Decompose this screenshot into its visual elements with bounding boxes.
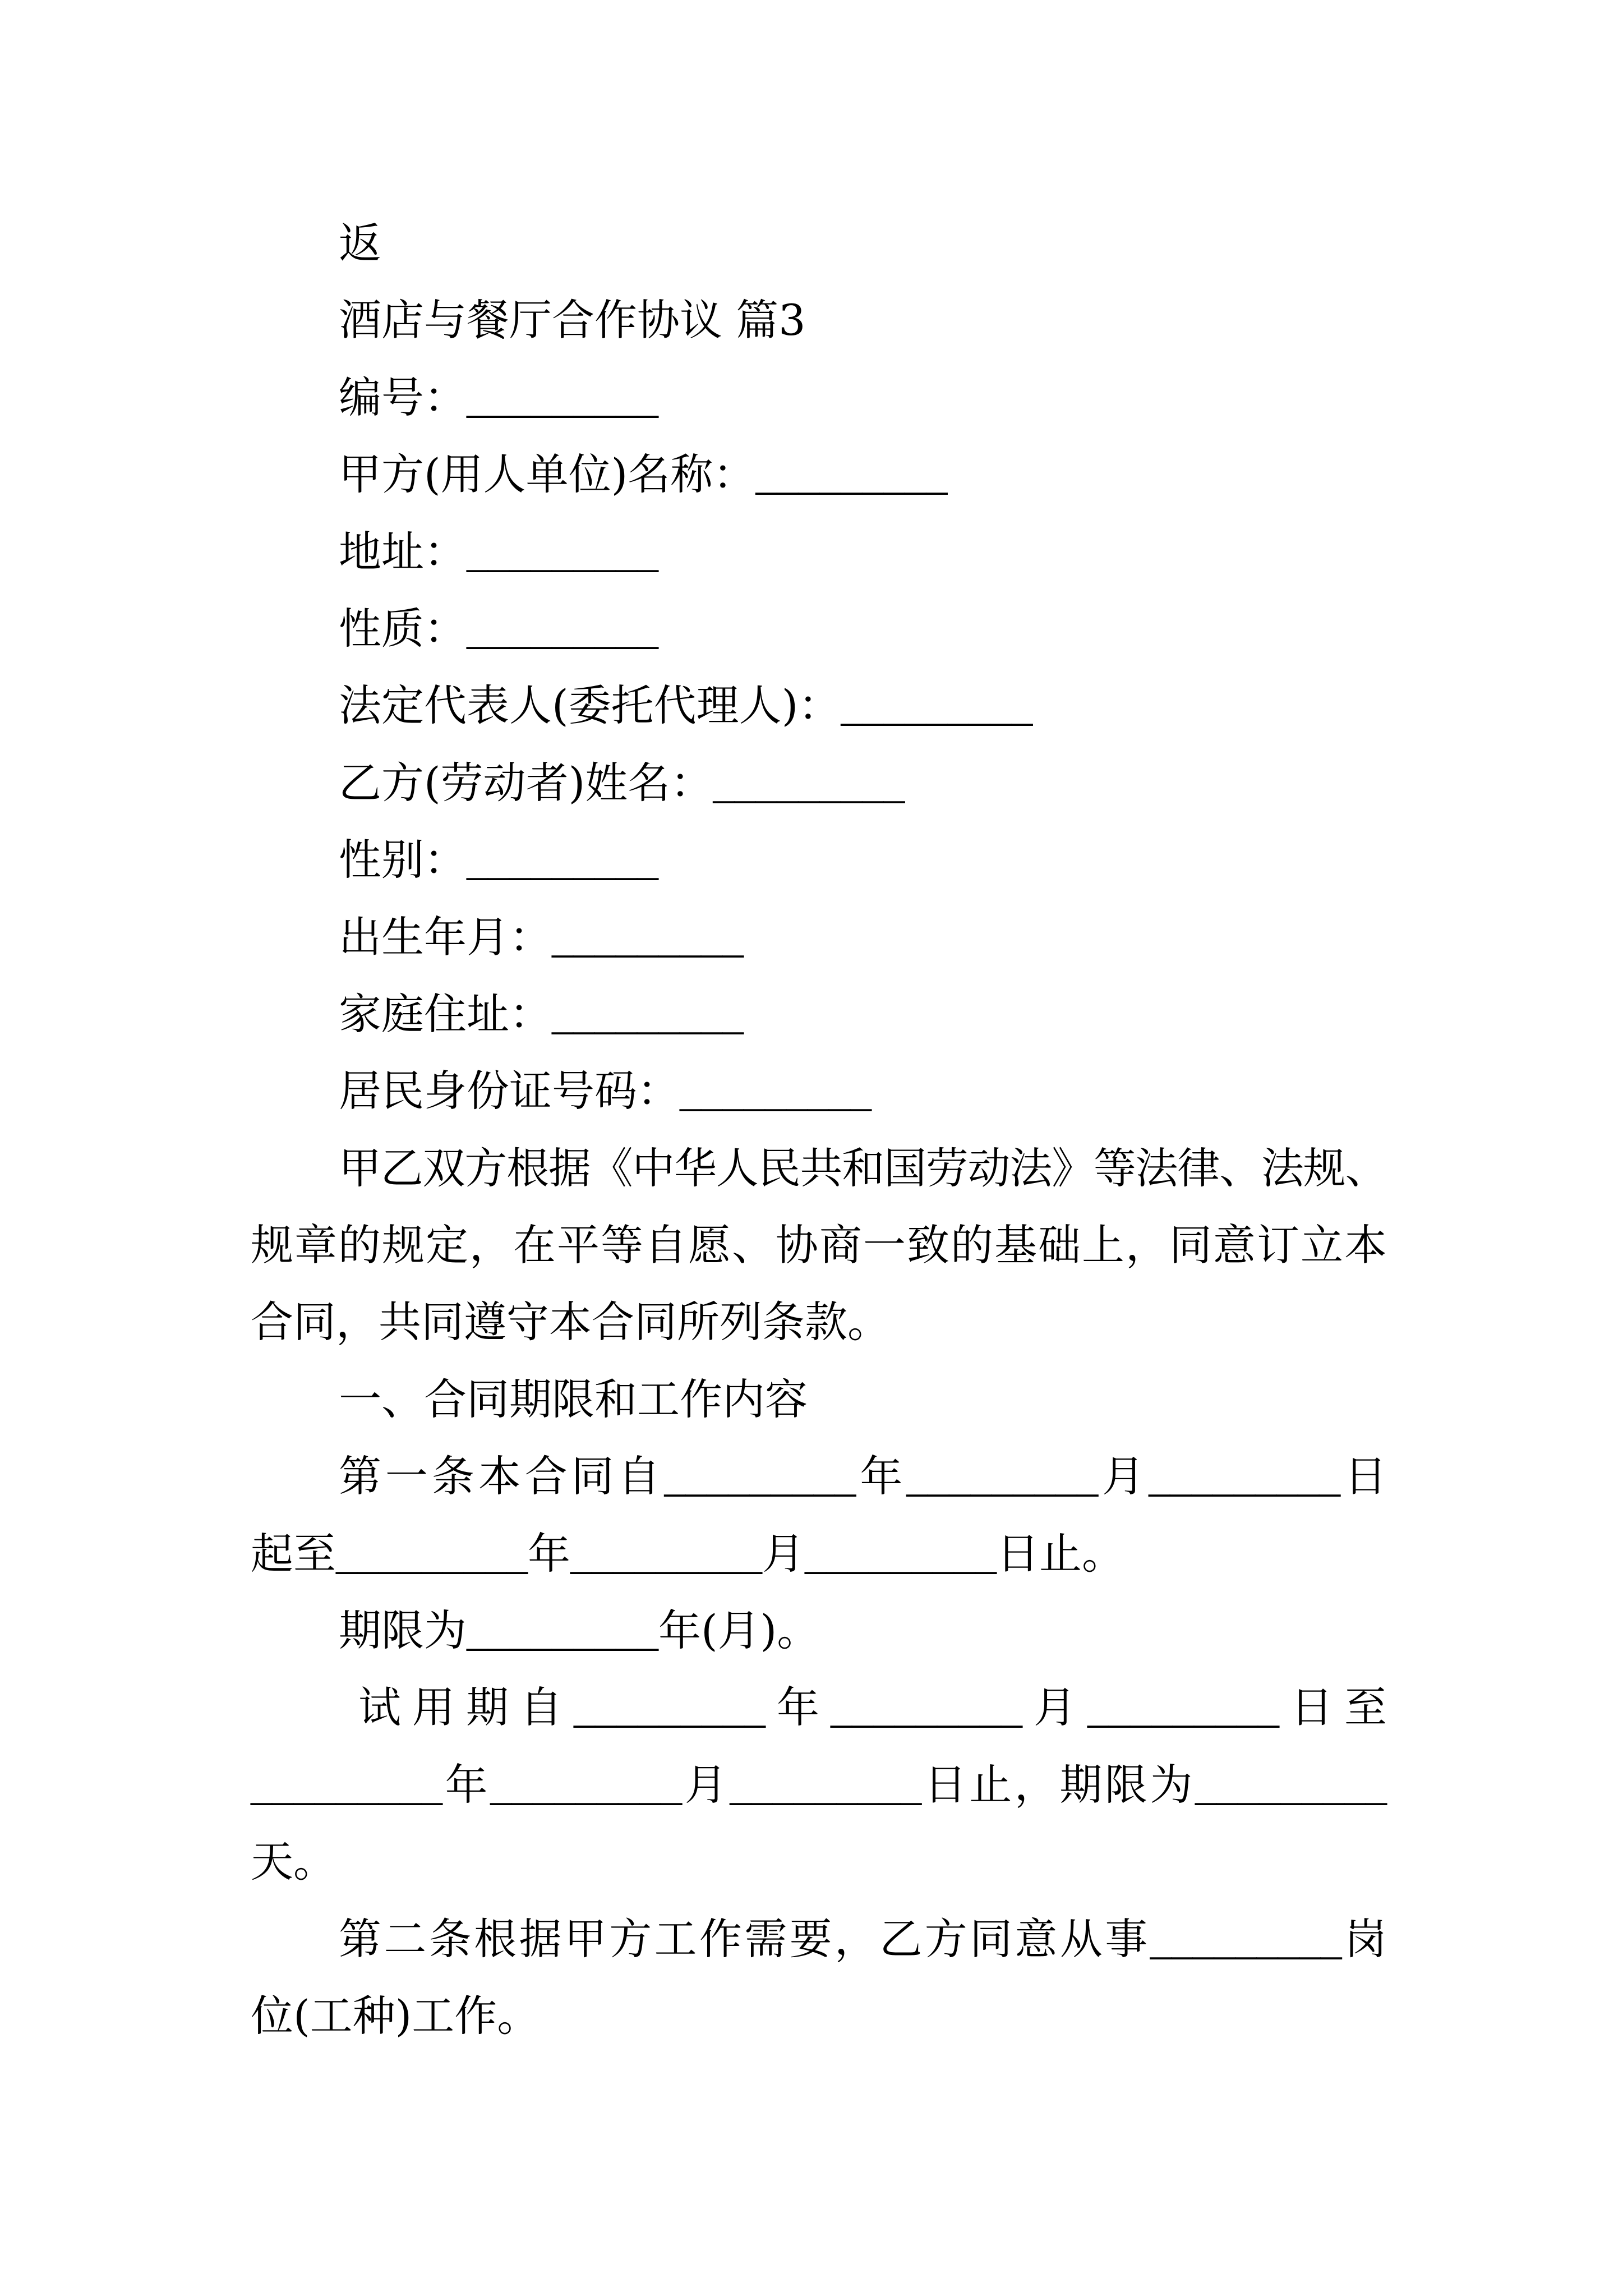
probation-line-2 xyxy=(251,1746,1387,1823)
field-gender xyxy=(251,821,1387,898)
fill-in-blank: _________ xyxy=(680,1068,872,1116)
fill-in-blank: _________ xyxy=(467,528,658,576)
fill-in-blank: _________ xyxy=(467,1608,658,1655)
month-label: 月 xyxy=(762,1528,805,1579)
article-text: 起至 xyxy=(251,1528,336,1579)
fill-in-blank: _________ xyxy=(552,991,744,1038)
fill-in-blank: _________ xyxy=(467,605,658,653)
document-body xyxy=(251,205,1387,2054)
field-label: 甲方(用人单位)名称： xyxy=(339,449,756,500)
field-contract-number xyxy=(251,359,1387,436)
article-text: 第一条本合同自 xyxy=(339,1451,665,1502)
field-label: 性质： xyxy=(339,603,467,654)
previous-page-fragment xyxy=(251,205,1387,282)
field-label: 法定代表人(委托代理人)： xyxy=(339,680,841,731)
section-heading xyxy=(251,1361,1387,1438)
title-text: 酒店与餐厅合作协议 篇3 xyxy=(339,295,806,346)
article-1-line-2 xyxy=(251,1515,1387,1592)
fill-in-blank: _________ xyxy=(574,1685,766,1732)
fill-in-blank: _________ xyxy=(251,1761,442,1809)
article-text: 天。 xyxy=(251,1837,336,1887)
intro-paragraph-line-1 xyxy=(251,1130,1387,1207)
fill-in-blank: _________ xyxy=(730,1761,922,1809)
fill-in-blank: _________ xyxy=(1195,1761,1387,1809)
intro-paragraph-line-3 xyxy=(251,1283,1387,1360)
day-label: 日止。 xyxy=(997,1528,1124,1579)
article-2-line-2 xyxy=(251,1977,1387,2054)
month-label: 月 xyxy=(1098,1451,1149,1502)
fill-in-blank: _________ xyxy=(664,1453,856,1501)
field-label: 性别： xyxy=(339,835,467,885)
article-text: 日止，期限为 xyxy=(921,1759,1196,1810)
field-label: 居民身份证号码： xyxy=(339,1066,680,1116)
fill-in-blank: _________ xyxy=(906,1453,1099,1501)
fill-in-blank: _________ xyxy=(1087,1685,1279,1732)
paragraph-text: 合同，共同遵守本合同所列条款。 xyxy=(251,1297,890,1347)
probation-line-1 xyxy=(251,1669,1387,1746)
year-label: 年 xyxy=(442,1759,491,1810)
year-label: 年 xyxy=(856,1451,907,1502)
probation-line-3 xyxy=(251,1823,1387,1900)
unit-label: 年(月)。 xyxy=(658,1605,820,1656)
paragraph-text: 甲乙双方根据《中华人民共和国劳动法》等法律、法规、 xyxy=(339,1143,1387,1193)
article-text: 岗 xyxy=(1341,1913,1387,1964)
article-text: 期限为 xyxy=(339,1605,467,1656)
month-label: 月 xyxy=(682,1759,730,1810)
field-label: 编号： xyxy=(339,372,467,422)
article-1-line-1 xyxy=(251,1438,1387,1515)
fill-in-blank: _________ xyxy=(490,1761,683,1809)
fill-in-blank: _________ xyxy=(713,760,905,807)
field-label: 乙方(劳动者)姓名： xyxy=(339,757,713,808)
field-nature xyxy=(251,590,1387,667)
field-label: 家庭住址： xyxy=(339,988,552,1039)
month-label: 月 xyxy=(1022,1682,1087,1733)
article-1-term-line xyxy=(251,1592,1387,1669)
day-label: 日至 xyxy=(1279,1682,1387,1733)
field-employer-name xyxy=(251,436,1387,513)
fill-in-blank: _________ xyxy=(1149,1453,1341,1501)
field-home-address xyxy=(251,976,1387,1052)
article-text: 试用期自 xyxy=(358,1682,574,1733)
article-text: 第二条根据甲方工作需要，乙方同意从事 xyxy=(339,1913,1150,1964)
fill-in-blank: _________ xyxy=(841,683,1033,730)
fill-in-blank: _________ xyxy=(805,1530,997,1578)
fill-in-blank: _________ xyxy=(467,374,658,422)
field-employee-name xyxy=(251,744,1387,821)
field-label: 出生年月： xyxy=(339,912,552,962)
paragraph-text: 规章的规定，在平等自愿、协商一致的基础上，同意订立本 xyxy=(251,1220,1387,1271)
field-legal-representative xyxy=(251,667,1387,744)
fragment-text: 返 xyxy=(339,218,381,268)
heading-text: 一、合同期限和工作内容 xyxy=(339,1374,808,1424)
field-label: 地址： xyxy=(339,526,467,577)
year-label: 年 xyxy=(766,1682,831,1733)
field-address xyxy=(251,513,1387,590)
intro-paragraph-line-2 xyxy=(251,1207,1387,1283)
fill-in-blank: _________ xyxy=(467,837,658,885)
document-title xyxy=(251,282,1387,358)
fill-in-blank: _________ xyxy=(1150,1916,1342,1963)
field-birth-date xyxy=(251,899,1387,976)
article-text: 位(工种)工作。 xyxy=(251,1990,540,2041)
fill-in-blank: _________ xyxy=(570,1530,762,1578)
year-label: 年 xyxy=(528,1528,570,1579)
article-2-line-1 xyxy=(251,1901,1387,1977)
fill-in-blank: _________ xyxy=(755,452,948,499)
fill-in-blank: _________ xyxy=(831,1685,1022,1732)
fill-in-blank: _________ xyxy=(336,1530,528,1578)
fill-in-blank: _________ xyxy=(552,914,744,961)
field-id-number xyxy=(251,1052,1387,1129)
day-label: 日 xyxy=(1340,1451,1387,1502)
